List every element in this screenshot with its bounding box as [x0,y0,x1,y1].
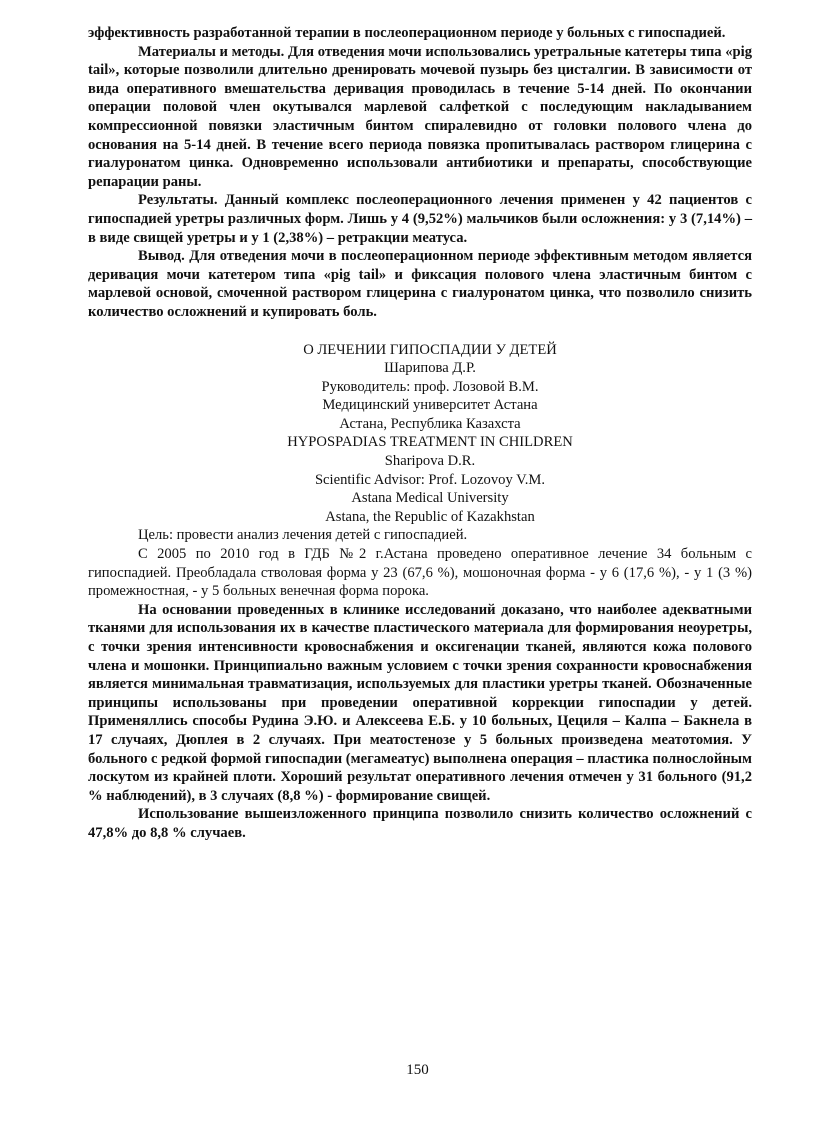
page-number: 150 [406,1062,429,1078]
article-advisor-ru: Руководитель: проф. Лозовой В.М. [321,378,539,395]
previous-article-methods: Материалы и методы. Для отведения мочи использовались уретральные катетеры типа «pig tail», которые позволили длительно дренировать мочевой пузырь без цисталгии. В зависимости от вида оперативного вмешательства деривация проводилась в течение 5-14 дней. По окончании операции половой член окутывался марлевой салфеткой с последующим накладыванием компрессионной повязки эластичным бинтом спиралевидно от головки полового члена до основания на 5-14 дней. В течение всего периода повязка пропитывалась раствором глицерина с гиалуронатом цинка. Одновременно использовали антибиотики и препараты, способствующие репарации раны. [88,43,752,190]
article-location-ru: Астана, Республика Казахста [339,415,521,432]
article-title-ru: О ЛЕЧЕНИИ ГИПОСПАДИИ У ДЕТЕЙ [303,341,557,358]
article-paragraph-methods: На основании проведенных в клинике исследований доказано, что наиболее адекватными тканями для использования их в качестве пластического материала для формирования неоуретры, с точки зрения интенсивности кровоснабжения и оксигенации тканей, являются кожа полового члена и мошонки. Принципиально важным условием с точки зрения сохранности кровоснабжения является минимальная травматизация, используемых для пластики уретры тканей. Обозначенные принципы использованы при проведении оперативной коррекции гипоспадии у детей. Применяллись способы Рудина Э.Ю. и Алексеева Е.Б. у 10 больных, Цециля – Калпа – Бакнела в 17 случаях, Дюплея в 2 случаях. При меатостенозе у 5 больных произведена меатотомия. У больного с редкой формой гипоспадии (мегамеатус) выполнена операция – пластика полнослойным лоскутом из крайней плоти. Хороший результат оперативного лечения отмечен у 31 больного (91,2 % наблюдений), в 3 случаях (8,8 %) - формирование свищей. [88,601,752,804]
article-advisor-en: Scientific Advisor: Prof. Lozovoy V.M. [314,471,546,488]
previous-article-conclusion: Вывод. Для отведения мочи в послеоперационном периоде эффективным методом является деривация мочи катетером типа «pig tail» и фиксация полового члена эластичным бинтом с марлевой основой, смоченной раствором глицерина с гиалуронатом цинка, что позволило снизить количество осложнений и купировать боль. [88,248,752,320]
previous-article-intro: эффективность разработанной терапии в послеоперационном периоде у больных с гипоспадией. [88,25,726,41]
previous-article-results: Результаты. Данный комплекс послеоперационного лечения применен у 42 пациентов с гипоспадией уретры различных форм. Лишь у 4 (9,52%) мальчиков были осложнения: у 3 (7,14%) – в виде свищей уретры и у 1 (2,38%) – ретракции меатуса. [88,192,752,246]
article-header [108,341,752,527]
article-paragraph-aim: Цель: провести анализ лечения детей с гипоспадией. [138,527,468,544]
article-institution-ru: Медицинский университет Астана [322,397,538,414]
article-author-ru: Шарипова Д.Р. [384,360,476,377]
article-paragraph-cases: С 2005 по 2010 год в ГДБ №2 г.Астана проведено оперативное лечение 34 больным с гипоспадией. Преобладала стволовая форма у 23 (67,6 %), мошоночная форма - у 6 (17,6 %), - у 1 (3 %) промежностная, - у 5 больных венечная форма порока. [88,546,752,600]
article-institution-en: Astana Medical University [351,490,509,507]
article-paragraph-conclusion: Использование вышеизложенного принципа позволило снизить количество осложнений с 47,8% до 8,8 % случаев. [88,806,752,841]
article-location-en: Astana, the Republic of Kazakhstan [325,508,535,525]
document-page [88,24,752,843]
article-title-en: HYPOSPADIAS TREATMENT IN CHILDREN [287,434,573,451]
article-author-en: Sharipova D.R. [384,453,476,470]
